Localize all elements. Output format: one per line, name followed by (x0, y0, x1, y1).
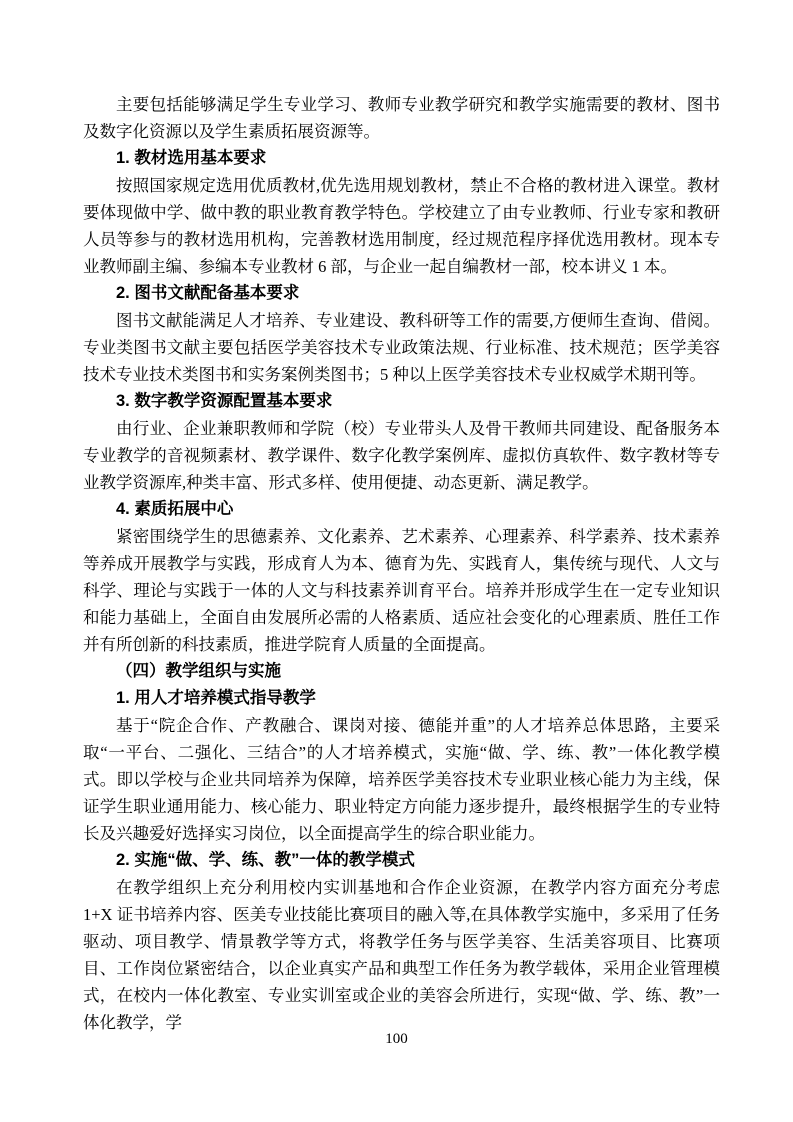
heading-talent-model-guidance: 1. 用人才培养模式指导教学 (116, 689, 316, 707)
heading-digital-resources: 3. 数字教学资源配置基本要求 (116, 392, 333, 410)
heading-textbook-selection: 1. 教材选用基本要求 (116, 149, 267, 167)
section-heading-teaching-organization: （四）教学组织与实施 (116, 662, 281, 680)
page-number: 100 (385, 1031, 408, 1047)
document-body (83, 91, 720, 1036)
paragraph-quality-development-center: 紧密围绕学生的思德素养、文化素养、艺术素养、心理素养、科学素养、技术素养等养成开展教学与实践，形成育人为本、德育为先、实践育人，集传统与现代、人文与科学、理论与实践于一体的人文与科技素养训育平台。培养并形成学生在一定专业知识和能力基础上，全面自由发展所必需的人格素质、适应社会变化的心理素质、胜任工作并有所创新的科技素质，推进学院育人质量的全面提高。 (83, 527, 720, 654)
paragraph-resources-overview: 主要包括能够满足学生专业学习、教师专业教学研究和教学实施需要的教材、图书及数字化资源以及学生素质拓展资源等。 (83, 95, 720, 141)
heading-integrated-teaching-mode: 2. 实施“做、学、练、教”一体的教学模式 (116, 851, 415, 869)
heading-quality-development-center: 4. 素质拓展中心 (116, 500, 234, 518)
paragraph-library-literature: 图书文献能满足人才培养、专业建设、教科研等工作的需要,方便师生查询、借阅。专业类图书文献主要包括医学美容技术专业政策法规、行业标准、技术规范；医学美容技术专业技术类图书和实务案例类图书；5 种以上医学美容技术专业权威学术期刊等。 (83, 311, 720, 384)
paragraph-talent-model-guidance: 基于“院企合作、产教融合、课岗对接、德能并重”的人才培养总体思路，主要采取“一平台、二强化、三结合”的人才培养模式，实施“做、学、练、教”一体化教学模式。即以学校与企业共同培养为保障，培养医学美容技术专业职业核心能力为主线，保证学生职业通用能力、核心能力、职业特定方向能力逐步提升，最终根据学生的专业特长及兴趣爱好选择实习岗位，以全面提高学生的综合职业能力。 (83, 716, 720, 843)
heading-library-literature: 2. 图书文献配备基本要求 (116, 284, 300, 302)
paragraph-textbook-selection: 按照国家规定选用优质教材,优先选用规划教材，禁止不合格的教材进入课堂。教材要体现做中学、做中教的职业教育教学特色。学校建立了由专业教师、行业专家和教研人员等参与的教材选用机构，完善教材选用制度，经过规范程序择优选用教材。现本专业教师副主编、参编本专业教材 6 部，与企业一起自编教材一部，校本讲义 1 本。 (83, 176, 720, 276)
paragraph-integrated-teaching-mode: 在教学组织上充分利用校内实训基地和合作企业资源，在教学内容方面充分考虑 1+X 证书培养内容、医美专业技能比赛项目的融入等,在具体教学实施中，多采用了任务驱动、项目教学、情景教学等方式，将教学任务与医学美容、生活美容项目、比赛项目、工作岗位紧密结合，以企业真实产品和典型工作任务为教学载体，采用企业管理模式，在校内一体化教室、专业实训室或企业的美容会所进行，实现“做、学、练、教”一体化教学，学 (83, 878, 720, 1032)
paragraph-digital-resources: 由行业、企业兼职教师和学院（校）专业带头人及骨干教师共同建设、配备服务本专业教学的音视频素材、教学课件、数字化教学案例库、虚拟仿真软件、数字教材等专业教学资源库,种类丰富、形式多样、使用便捷、动态更新、满足教学。 (83, 419, 720, 492)
